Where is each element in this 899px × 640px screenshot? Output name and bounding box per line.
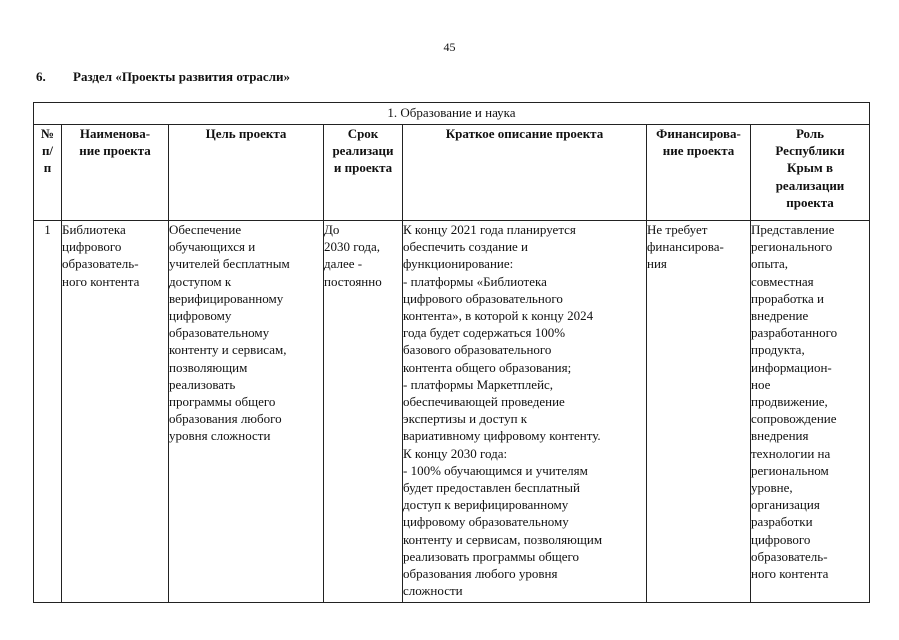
header-description	[403, 125, 647, 221]
cell-line: уровня сложности	[169, 428, 271, 444]
cell-line: Краткое описание проекта	[445, 126, 604, 141]
header-num	[34, 125, 62, 221]
cell-line: региональном	[751, 462, 829, 478]
cell-line: реализовать программы общего	[403, 548, 579, 564]
cell-line: ние проекта	[79, 143, 151, 159]
category-row	[34, 103, 870, 125]
cell-line: разработанного	[751, 325, 838, 341]
cell-line: п	[43, 160, 52, 176]
cell-line: ное	[751, 376, 771, 392]
cell-line: ного контента	[751, 566, 829, 582]
cell-line: и проекта	[333, 160, 393, 176]
cell-line: образования любого	[169, 411, 282, 427]
cell-line: учителей бесплатным	[169, 256, 290, 272]
cell-line: реализаци	[332, 143, 394, 159]
cell-line: реализации	[775, 177, 845, 193]
header-goal-lines	[169, 125, 323, 142]
cell-line: ния	[647, 256, 667, 272]
cell-line: организация	[751, 497, 820, 513]
cell-line: цифрового	[751, 531, 811, 547]
row-financing-lines	[647, 221, 750, 273]
header-role	[751, 125, 870, 221]
cell-line: К концу 2021 года планируется	[403, 222, 576, 237]
header-financing-lines	[647, 125, 750, 159]
cell-line: сложности	[403, 583, 463, 599]
cell-line: экспертизы и доступ к	[403, 411, 528, 427]
cell-line: внедрение	[751, 308, 809, 324]
cell-line: информацион-	[751, 359, 832, 375]
row-num: 1	[34, 221, 62, 603]
cell-line: Библиотека	[62, 222, 126, 237]
cell-line: продукта,	[751, 342, 805, 358]
section-number: 6.	[36, 69, 46, 84]
cell-line: цифрового образовательного	[403, 290, 563, 306]
row-role-lines	[751, 221, 869, 582]
cell-line: обеспечить создание и	[403, 239, 529, 255]
cell-line: 2030 года,	[324, 239, 381, 255]
cell-line: финансирова-	[647, 239, 724, 255]
cell-line: года будет содержаться 100%	[403, 325, 566, 341]
row-goal	[169, 221, 324, 603]
cell-line: образователь-	[751, 548, 828, 564]
cell-line: До	[324, 222, 340, 237]
cell-line: базового образовательного	[403, 342, 552, 358]
cell-line: цифрового	[62, 239, 122, 255]
cell-line: далее -	[324, 256, 363, 272]
row-role	[751, 221, 870, 603]
cell-line: Крым в	[787, 160, 833, 176]
row-name	[62, 221, 169, 603]
cell-line: образовательному	[169, 325, 270, 341]
header-financing	[647, 125, 751, 221]
cell-line: реализовать	[169, 376, 236, 392]
row-description	[403, 221, 647, 603]
header-term-lines	[324, 125, 402, 177]
cell-line: уровне,	[751, 480, 793, 496]
cell-line: Цель проекта	[205, 126, 287, 141]
cell-line: проекта	[786, 194, 834, 210]
section-title: Раздел «Проекты развития отрасли»	[73, 69, 290, 84]
cell-line: образования любого уровня	[403, 566, 558, 582]
cell-line: ние проекта	[662, 143, 735, 159]
cell-line: вариативному цифровому контенту.	[403, 428, 601, 444]
cell-line: Республики	[775, 143, 845, 159]
cell-line: доступом к	[169, 273, 232, 289]
cell-line: контента общего образования;	[403, 359, 572, 375]
category-title: 1. Образование и наука	[34, 103, 870, 125]
cell-line: - платформы Маркетплейс,	[403, 376, 554, 392]
cell-line: контенту и сервисам,	[169, 342, 287, 358]
cell-line: - платформы «Библиотека	[403, 273, 547, 289]
header-name-lines	[62, 125, 168, 159]
cell-line: Роль	[795, 126, 825, 141]
cell-line: - 100% обучающимся и учителям	[403, 462, 588, 478]
header-role-lines	[751, 125, 869, 211]
cell-line: сопровождение	[751, 411, 837, 427]
page-number: 45	[443, 40, 456, 54]
cell-line: образователь-	[62, 256, 139, 272]
cell-line: опыта,	[751, 256, 789, 272]
cell-line: Наименова-	[79, 126, 151, 141]
cell-line: обучающихся и	[169, 239, 256, 255]
header-name	[62, 125, 169, 221]
cell-line: №	[40, 126, 55, 141]
cell-line: Срок	[347, 126, 379, 141]
row-description-lines	[403, 221, 646, 599]
cell-line: доступ к верифицированному	[403, 497, 569, 513]
cell-line: Не требует	[647, 222, 708, 237]
header-row	[34, 125, 870, 221]
cell-line: п/	[41, 143, 54, 159]
cell-line: разработки	[751, 514, 813, 530]
header-num-lines	[34, 125, 61, 177]
cell-line: позволяющим	[169, 359, 248, 375]
cell-line: проработка и	[751, 290, 824, 306]
header-goal	[169, 125, 324, 221]
cell-line: цифровому	[169, 308, 232, 324]
cell-line: верифицированному	[169, 290, 284, 306]
cell-line: цифровому образовательному	[403, 514, 569, 530]
cell-line: функционирование:	[403, 256, 514, 272]
row-term-lines	[324, 221, 402, 290]
cell-line: Обеспечение	[169, 222, 242, 237]
row-goal-lines	[169, 221, 323, 445]
cell-line: внедрения	[751, 428, 809, 444]
cell-line: ного контента	[62, 273, 140, 289]
section-heading	[36, 69, 290, 85]
cell-line: Финансирова-	[656, 126, 741, 141]
cell-line: Представление	[751, 222, 835, 237]
cell-line: постоянно	[324, 273, 382, 289]
cell-line: контенту и сервисам, позволяющим	[403, 531, 603, 547]
cell-line: контента», в которой к концу 2024	[403, 308, 594, 324]
cell-line: программы общего	[169, 394, 276, 410]
table-row	[34, 221, 870, 603]
header-description-lines	[403, 125, 646, 142]
cell-line: К концу 2030 года:	[403, 445, 508, 461]
cell-line: технологии на	[751, 445, 831, 461]
cell-line: будет предоставлен бесплатный	[403, 480, 580, 496]
cell-line: обеспечивающей проведение	[403, 394, 565, 410]
row-name-lines	[62, 221, 168, 290]
row-financing	[647, 221, 751, 603]
cell-line: продвижение,	[751, 394, 828, 410]
cell-line: регионального	[751, 239, 833, 255]
header-term	[324, 125, 403, 221]
projects-table	[33, 102, 870, 603]
row-term	[324, 221, 403, 603]
cell-line: совместная	[751, 273, 814, 289]
